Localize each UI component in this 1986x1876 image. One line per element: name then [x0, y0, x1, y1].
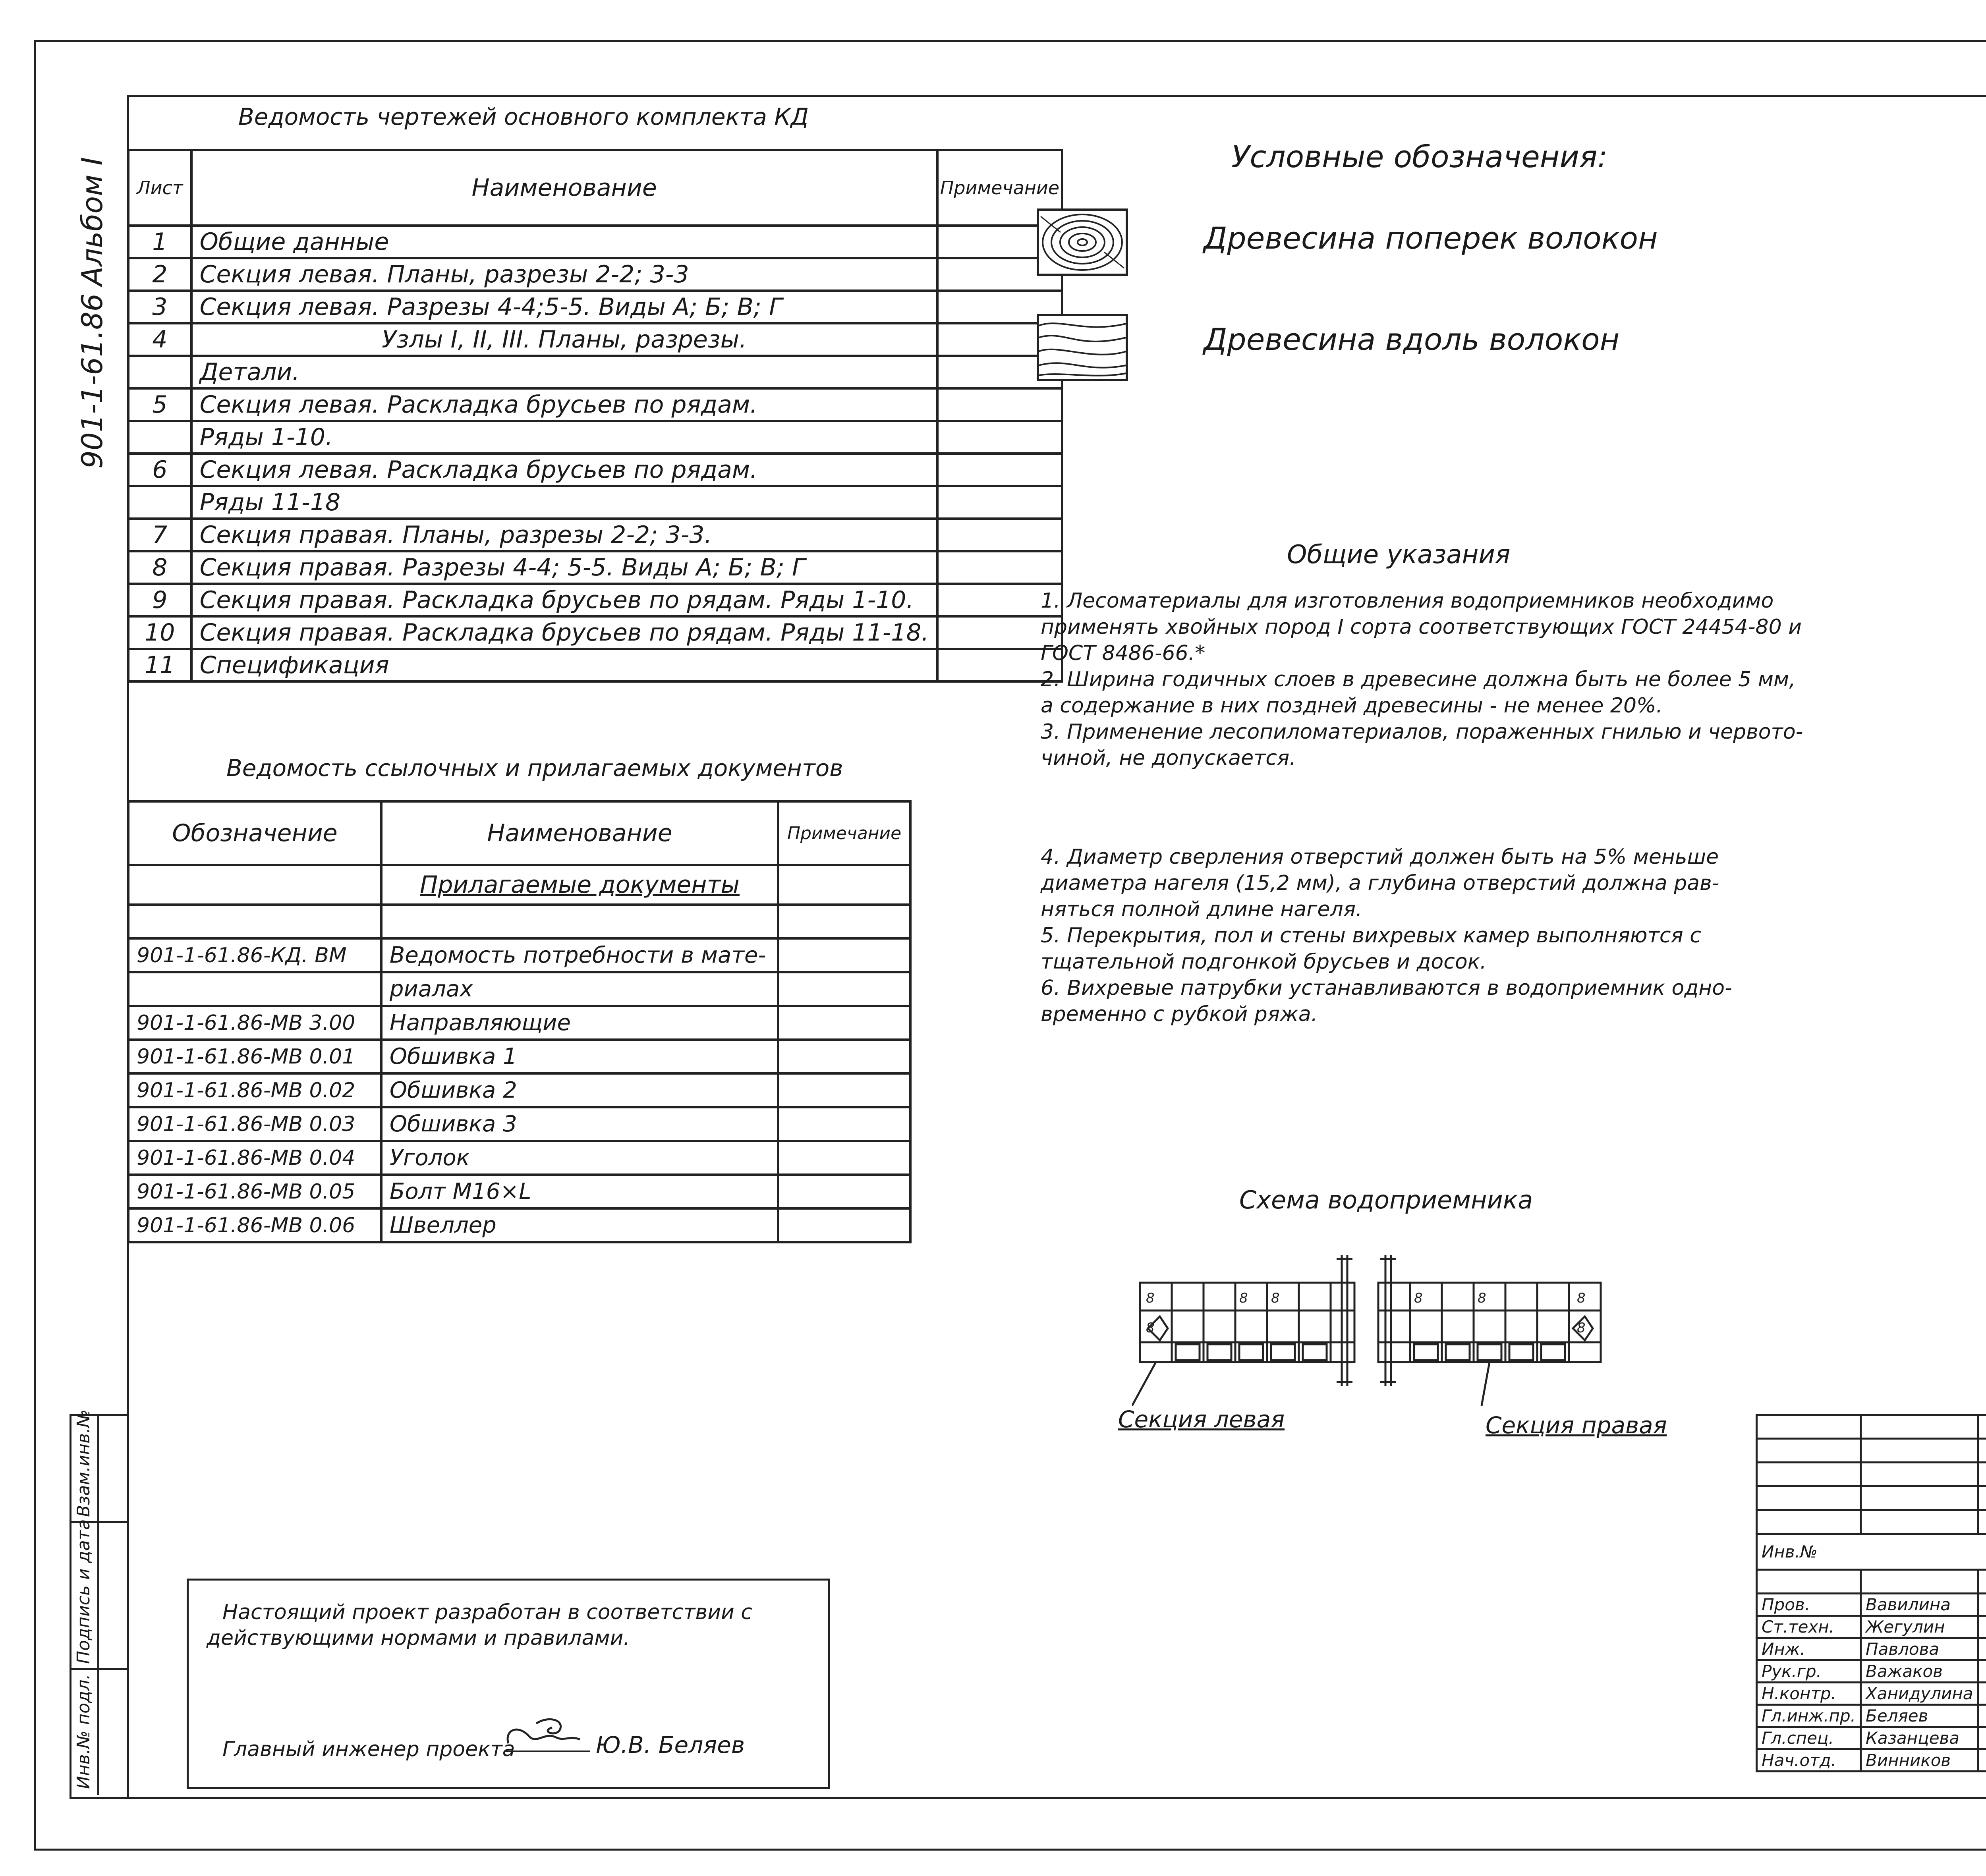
- side-stamp-divider: [70, 1668, 127, 1670]
- table-row: [128, 1073, 910, 1107]
- sign-mark: [1978, 1594, 1986, 1616]
- sheet-note: [937, 388, 1062, 421]
- chief-engineer-name: Ю.В. Беляев: [596, 1731, 745, 1758]
- drawings-list-title: Ведомость чертежей основного комплекта КД: [238, 103, 809, 130]
- sheet-note: [937, 421, 1062, 454]
- compliance-text-line-1: Настоящий проект разработан в соответствии с: [222, 1600, 752, 1624]
- scheme-right-section-label: Секция правая: [1486, 1412, 1667, 1439]
- table-row: [128, 584, 1062, 616]
- drawings-table: [127, 149, 1063, 683]
- side-cell-inventory: Инв.№ подл.: [73, 1674, 94, 1789]
- ref-name: Обшивка 1: [381, 1040, 778, 1073]
- table-row: [128, 938, 910, 972]
- sheet-no: 3: [128, 291, 191, 323]
- sign-role: Гл.спец.: [1757, 1727, 1861, 1749]
- sheet-note: [937, 519, 1062, 551]
- sign-mark: [1978, 1749, 1986, 1772]
- sign-mark: [1978, 1727, 1986, 1749]
- ref-code: 901-1-61.86-МВ 0.04: [128, 1141, 381, 1175]
- note-line: 4. Диаметр сверления отверстий должен быть на 5% меньше: [1041, 845, 1719, 869]
- sign-mark: [1978, 1616, 1986, 1638]
- sheet-no: [128, 486, 191, 519]
- ref-code: 901-1-61.86-МВ 0.03: [128, 1107, 381, 1141]
- sheet-no: 2: [128, 258, 191, 291]
- note-line: няться полной длине нагеля.: [1041, 897, 1362, 921]
- sheet-name: Детали.: [191, 356, 937, 388]
- scheme-cell-mark: 8: [1478, 1290, 1486, 1306]
- col-header-note: Примечание: [937, 150, 1062, 226]
- table-row: [128, 616, 1062, 649]
- legend-title: Условные обозначения:: [1231, 139, 1608, 174]
- sheet-note: [937, 454, 1062, 486]
- sign-role: Гл.инж.пр.: [1757, 1705, 1861, 1727]
- sheet-name: Общие данные: [191, 226, 937, 258]
- sign-name: Важаков: [1861, 1660, 1978, 1683]
- sign-name: Вавилина: [1861, 1594, 1978, 1616]
- note-line: 2. Ширина годичных слоев в древесине должна быть не более 5 мм,: [1041, 668, 1796, 691]
- table-row: [1757, 1749, 1986, 1772]
- sheet-no: 10: [128, 616, 191, 649]
- ref-code: [128, 972, 381, 1006]
- note-line: 6. Вихревые патрубки устанавливаются в водоприемник одно-: [1041, 976, 1732, 1000]
- ref-code: 901-1-61.86-МВ 0.01: [128, 1040, 381, 1073]
- inv-number-label: Инв.№: [1757, 1534, 1986, 1570]
- col-header-name: Наименование: [191, 150, 937, 226]
- ref-name: Швеллер: [381, 1208, 778, 1242]
- sign-role: Н.контр.: [1757, 1683, 1861, 1705]
- ref-code: 901-1-61.86-МВ 3.00: [128, 1006, 381, 1040]
- note-line: применять хвойных пород I сорта соответствующих ГОСТ 24454-80 и: [1041, 615, 1802, 639]
- legend-cross-grain-label: Древесина поперек волокон: [1204, 220, 1658, 256]
- sign-role: Нач.отд.: [1757, 1749, 1861, 1772]
- scheme-cell-mark: 8: [1271, 1290, 1280, 1306]
- col-header-note: Примечание: [778, 801, 910, 865]
- ref-code: 901-1-61.86-МВ 0.06: [128, 1208, 381, 1242]
- general-notes-title: Общие указания: [1287, 540, 1511, 569]
- scheme-cell-mark: 8: [1577, 1320, 1586, 1336]
- table-row: [1757, 1594, 1986, 1616]
- table-row: [128, 972, 910, 1006]
- ref-name: Обшивка 2: [381, 1073, 778, 1107]
- sheet-note: [937, 486, 1062, 519]
- general-notes-block-1: [1041, 588, 1803, 771]
- sheet-name: Секция правая. Раскладка брусьев по рядам. Ряды 11-18.: [191, 616, 937, 649]
- sign-mark: [1978, 1660, 1986, 1683]
- title-block: [1756, 1414, 1986, 1795]
- table-row: [128, 1175, 910, 1208]
- note-line: 3. Применение лесопиломатериалов, пораженных гнилью и червото-: [1041, 720, 1803, 744]
- compliance-text-line-2: действующими нормами и правилами.: [207, 1626, 630, 1650]
- note-line: временно с рубкой ряжа.: [1041, 1002, 1318, 1026]
- scheme-cell-mark: 8: [1414, 1290, 1423, 1306]
- sheet-name: Спецификация: [191, 649, 937, 681]
- sign-role: Пров.: [1757, 1594, 1861, 1616]
- ref-code: 901-1-61.86-МВ 0.02: [128, 1073, 381, 1107]
- side-cell-replaced: Взам.инв.№: [73, 1409, 94, 1517]
- sheet-no: [128, 421, 191, 454]
- table-row: [1757, 1660, 1986, 1683]
- sheet-no: 4: [128, 323, 191, 356]
- sign-name: Ханидулина: [1861, 1683, 1978, 1705]
- col-header-sheet: Лист: [128, 150, 191, 226]
- table-row: [128, 421, 1062, 454]
- table-row: [128, 1141, 910, 1175]
- scheme-cell-mark: 8: [1146, 1320, 1155, 1336]
- table-row: [1757, 1705, 1986, 1727]
- sheet-name: Секция левая. Разрезы 4-4;5-5. Виды А; Б; В; Г: [191, 291, 937, 323]
- sheet-no: 5: [128, 388, 191, 421]
- note-line: чиной, не допускается.: [1041, 746, 1296, 770]
- scheme-title: Схема водоприемника: [1239, 1185, 1533, 1214]
- scheme-cell-mark: 8: [1146, 1290, 1155, 1306]
- table-row: [1757, 1638, 1986, 1660]
- sign-name: Жегулин: [1861, 1616, 1978, 1638]
- sign-mark: [1978, 1638, 1986, 1660]
- table-row: [128, 519, 1062, 551]
- table-row: [128, 1006, 910, 1040]
- sheet-no: 6: [128, 454, 191, 486]
- sheet-no: 7: [128, 519, 191, 551]
- ref-name: Болт М16×L: [381, 1175, 778, 1208]
- table-row: [128, 1107, 910, 1141]
- table-row: [128, 226, 1062, 258]
- sign-role: Ст.техн.: [1757, 1616, 1861, 1638]
- ref-code: 901-1-61.86-КД. ВМ: [128, 938, 381, 972]
- table-row: [128, 1040, 910, 1073]
- table-row: [128, 1208, 910, 1242]
- scheme-cell-mark: 8: [1239, 1290, 1248, 1306]
- sign-name: Беляев: [1861, 1705, 1978, 1727]
- refs-list-title: Ведомость ссылочных и прилагаемых документов: [226, 755, 843, 782]
- sign-role: Инж.: [1757, 1638, 1861, 1660]
- ref-name: Обшивка 3: [381, 1107, 778, 1141]
- chief-engineer-role: Главный инженер проекта: [222, 1737, 515, 1761]
- ref-name: Направляющие: [381, 1006, 778, 1040]
- sheet-name: Секция правая. Разрезы 4-4; 5-5. Виды А; Б; В; Г: [191, 551, 937, 584]
- legend-along-grain-label: Древесина вдоль волокон: [1204, 322, 1620, 357]
- ref-name: Уголок: [381, 1141, 778, 1175]
- note-line: диаметра нагеля (15,2 мм), а глубина отверстий должна рав-: [1041, 871, 1719, 895]
- side-cell-signature: Подпись и дата: [73, 1519, 94, 1664]
- table-row: [1757, 1683, 1986, 1705]
- note-line: тщательной подгонкой брусьев и досок.: [1041, 950, 1487, 974]
- table-row: [128, 649, 1062, 681]
- sheet-name: Секция левая. Раскладка брусьев по рядам.: [191, 388, 937, 421]
- scheme-left-section-label: Секция левая: [1118, 1406, 1285, 1433]
- sign-name: Казанцева: [1861, 1727, 1978, 1749]
- table-row: [128, 551, 1062, 584]
- sheet-name: Секция левая. Раскладка брусьев по рядам.: [191, 454, 937, 486]
- note-line: 1. Лесоматериалы для изготовления водоприемников необходимо: [1041, 589, 1774, 613]
- col-header-designation: Обозначение: [128, 801, 381, 865]
- sheet-no: 11: [128, 649, 191, 681]
- sign-name: Павлова: [1861, 1638, 1978, 1660]
- sheet-no: 9: [128, 584, 191, 616]
- ref-name: Ведомость потребности в мате-: [381, 938, 778, 972]
- sign-mark: [1978, 1705, 1986, 1727]
- note-line: 5. Перекрытия, пол и стены вихревых камер выполняются с: [1041, 924, 1701, 948]
- general-notes-block-2: [1041, 844, 1732, 1027]
- sheet-name: Ряды 11-18: [191, 486, 937, 519]
- table-row: [1757, 1616, 1986, 1638]
- sheet-no: [128, 356, 191, 388]
- chief-engineer-signature-icon: [500, 1708, 592, 1763]
- table-row: [128, 356, 1062, 388]
- attached-docs-heading: Прилагаемые документы: [420, 871, 740, 899]
- sign-mark: [1978, 1683, 1986, 1705]
- sheet-name: Секция правая. Планы, разрезы 2-2; 3-3.: [191, 519, 937, 551]
- side-doc-code: 901-1-61.86: [75, 293, 109, 469]
- table-row: [128, 388, 1062, 421]
- table-row: [128, 486, 1062, 519]
- table-row: [128, 454, 1062, 486]
- sheet-name: Секция правая. Раскладка брусьев по рядам. Ряды 1-10.: [191, 584, 937, 616]
- album-label: Альбом I: [75, 157, 109, 286]
- sign-role: Рук.гр.: [1757, 1660, 1861, 1683]
- sheet-no: 8: [128, 551, 191, 584]
- intake-scheme-drawing: [1132, 1243, 1648, 1414]
- ref-code: 901-1-61.86-МВ 0.05: [128, 1175, 381, 1208]
- sheet-name: Узлы I, II, III. Планы, разрезы.: [191, 323, 937, 356]
- col-header-name: Наименование: [381, 801, 778, 865]
- note-line: а содержание в них поздней древесины - не менее 20%.: [1041, 694, 1663, 718]
- sign-name: Винников: [1861, 1749, 1978, 1772]
- note-line: ГОСТ 8486-66.*: [1041, 641, 1206, 665]
- wood-along-grain-icon: [1037, 314, 1128, 381]
- ref-name: риалах: [381, 972, 778, 1006]
- sheet-no: 1: [128, 226, 191, 258]
- sheet-name: Ряды 1-10.: [191, 421, 937, 454]
- wood-cross-grain-icon: [1037, 208, 1128, 276]
- table-row: [1757, 1727, 1986, 1749]
- sheet-name: Секция левая. Планы, разрезы 2-2; 3-3: [191, 258, 937, 291]
- table-row: [128, 291, 1062, 323]
- refs-table: [127, 800, 912, 1243]
- side-stamp-divider: [97, 1414, 99, 1795]
- scheme-cell-mark: 8: [1577, 1290, 1586, 1306]
- table-row: [128, 323, 1062, 356]
- table-row: [128, 258, 1062, 291]
- sheet-note: [937, 551, 1062, 584]
